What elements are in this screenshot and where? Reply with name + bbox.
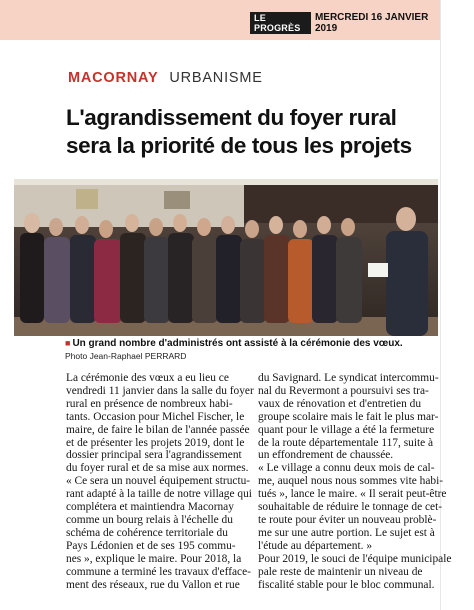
body-line: du Savignard. Le syndicat intercommu- xyxy=(258,372,439,384)
section-category: URBANISME xyxy=(169,70,263,86)
article-headline xyxy=(66,104,441,160)
section-label xyxy=(68,70,263,86)
body-line: La cérémonie des vœux a eu lieu ce xyxy=(66,372,229,384)
body-line: pale reste de maintenir un niveau de xyxy=(258,565,423,578)
body-line: me sur une autre portion. Le sujet est à xyxy=(258,526,435,539)
body-line: vendredi 11 janvier dans la salle du foyer xyxy=(66,384,254,397)
body-line: schéma de cohérence territoriale du xyxy=(66,526,228,539)
body-line: nal du Revermont a poursuivi ses tra- xyxy=(258,384,429,397)
body-line: « Le village a connu deux mois de cal- xyxy=(258,462,435,475)
body-line: vaux de rénovation et d'entretien du xyxy=(258,397,422,410)
body-line: et de présenter les projets 2019, dont le xyxy=(66,436,245,449)
crowd-photo xyxy=(14,179,438,336)
article-column-2 xyxy=(258,372,452,591)
photo-credit: Photo Jean-Raphael PERRARD xyxy=(65,351,187,361)
body-line: un effondrement de chaussée. xyxy=(258,449,394,462)
body-line: rant adapté à la taille de notre village qui xyxy=(66,488,252,501)
body-line: rural en présence de nombreux habi- xyxy=(66,397,233,410)
body-line: tants. Occasion pour Michel Fischer, le xyxy=(66,410,245,423)
body-line: de la route départementale 117, suite à xyxy=(258,436,434,449)
caption-square-icon: ■ xyxy=(65,338,71,348)
newspaper-header xyxy=(250,12,435,34)
body-line: comme un bourg relais à l'échelle du xyxy=(66,513,233,526)
publication-date: MERCREDI 16 JANVIER 2019 xyxy=(314,12,429,34)
body-line: tués », lance le maire. « Il serait peut-être xyxy=(258,488,447,501)
body-line: dossier principal sera l'agrandissement xyxy=(66,449,242,462)
body-line: me, auquel nous nous sommes vite habi- xyxy=(258,475,444,488)
article-column-1 xyxy=(66,372,254,591)
section-town: MACORNAY xyxy=(68,70,159,86)
headline-line: L'agrandissement du foyer rural xyxy=(66,105,397,130)
body-line: « Ce sera un nouvel équipement structu- xyxy=(66,475,251,488)
body-line: fiscalité stable pour le bloc communal. xyxy=(258,578,435,591)
body-line: Pays Lédonien et de ses 195 commu- xyxy=(66,539,236,552)
body-line: commune a terminé les travaux d'efface- xyxy=(66,565,251,578)
body-line: nes », explique le maire. Pour 2018, la xyxy=(66,552,242,565)
body-line: Pour 2019, le souci de l'équipe municipale xyxy=(258,552,452,565)
body-line: souhaitable de réduire le tonnage de cet- xyxy=(258,501,443,514)
body-line: maire, de faire le bilan de l'année passée xyxy=(66,423,250,436)
body-line: groupe scolaire mais le fait le plus mar- xyxy=(258,410,439,423)
headline-line: sera la priorité de tous les projets xyxy=(66,133,412,158)
newspaper-logo: LE PROGRÈS xyxy=(250,12,311,34)
article-photo xyxy=(14,179,438,336)
photo-caption xyxy=(65,338,445,349)
body-line: te route pour éviter un nouveau problè- xyxy=(258,513,437,526)
body-line: complétera et maintiendra Macornay xyxy=(66,501,234,514)
caption-text: Un grand nombre d'administrés ont assisté à la cérémonie des vœux. xyxy=(72,338,403,349)
body-line: quant pour le village a été la fermeture xyxy=(258,423,435,436)
body-line: ment des réseaux, rue du Vallon et rue xyxy=(66,578,240,591)
body-line: du foyer rural et de sa mise aux normes. xyxy=(66,462,249,475)
body-line: l'étude au département. » xyxy=(258,539,373,552)
